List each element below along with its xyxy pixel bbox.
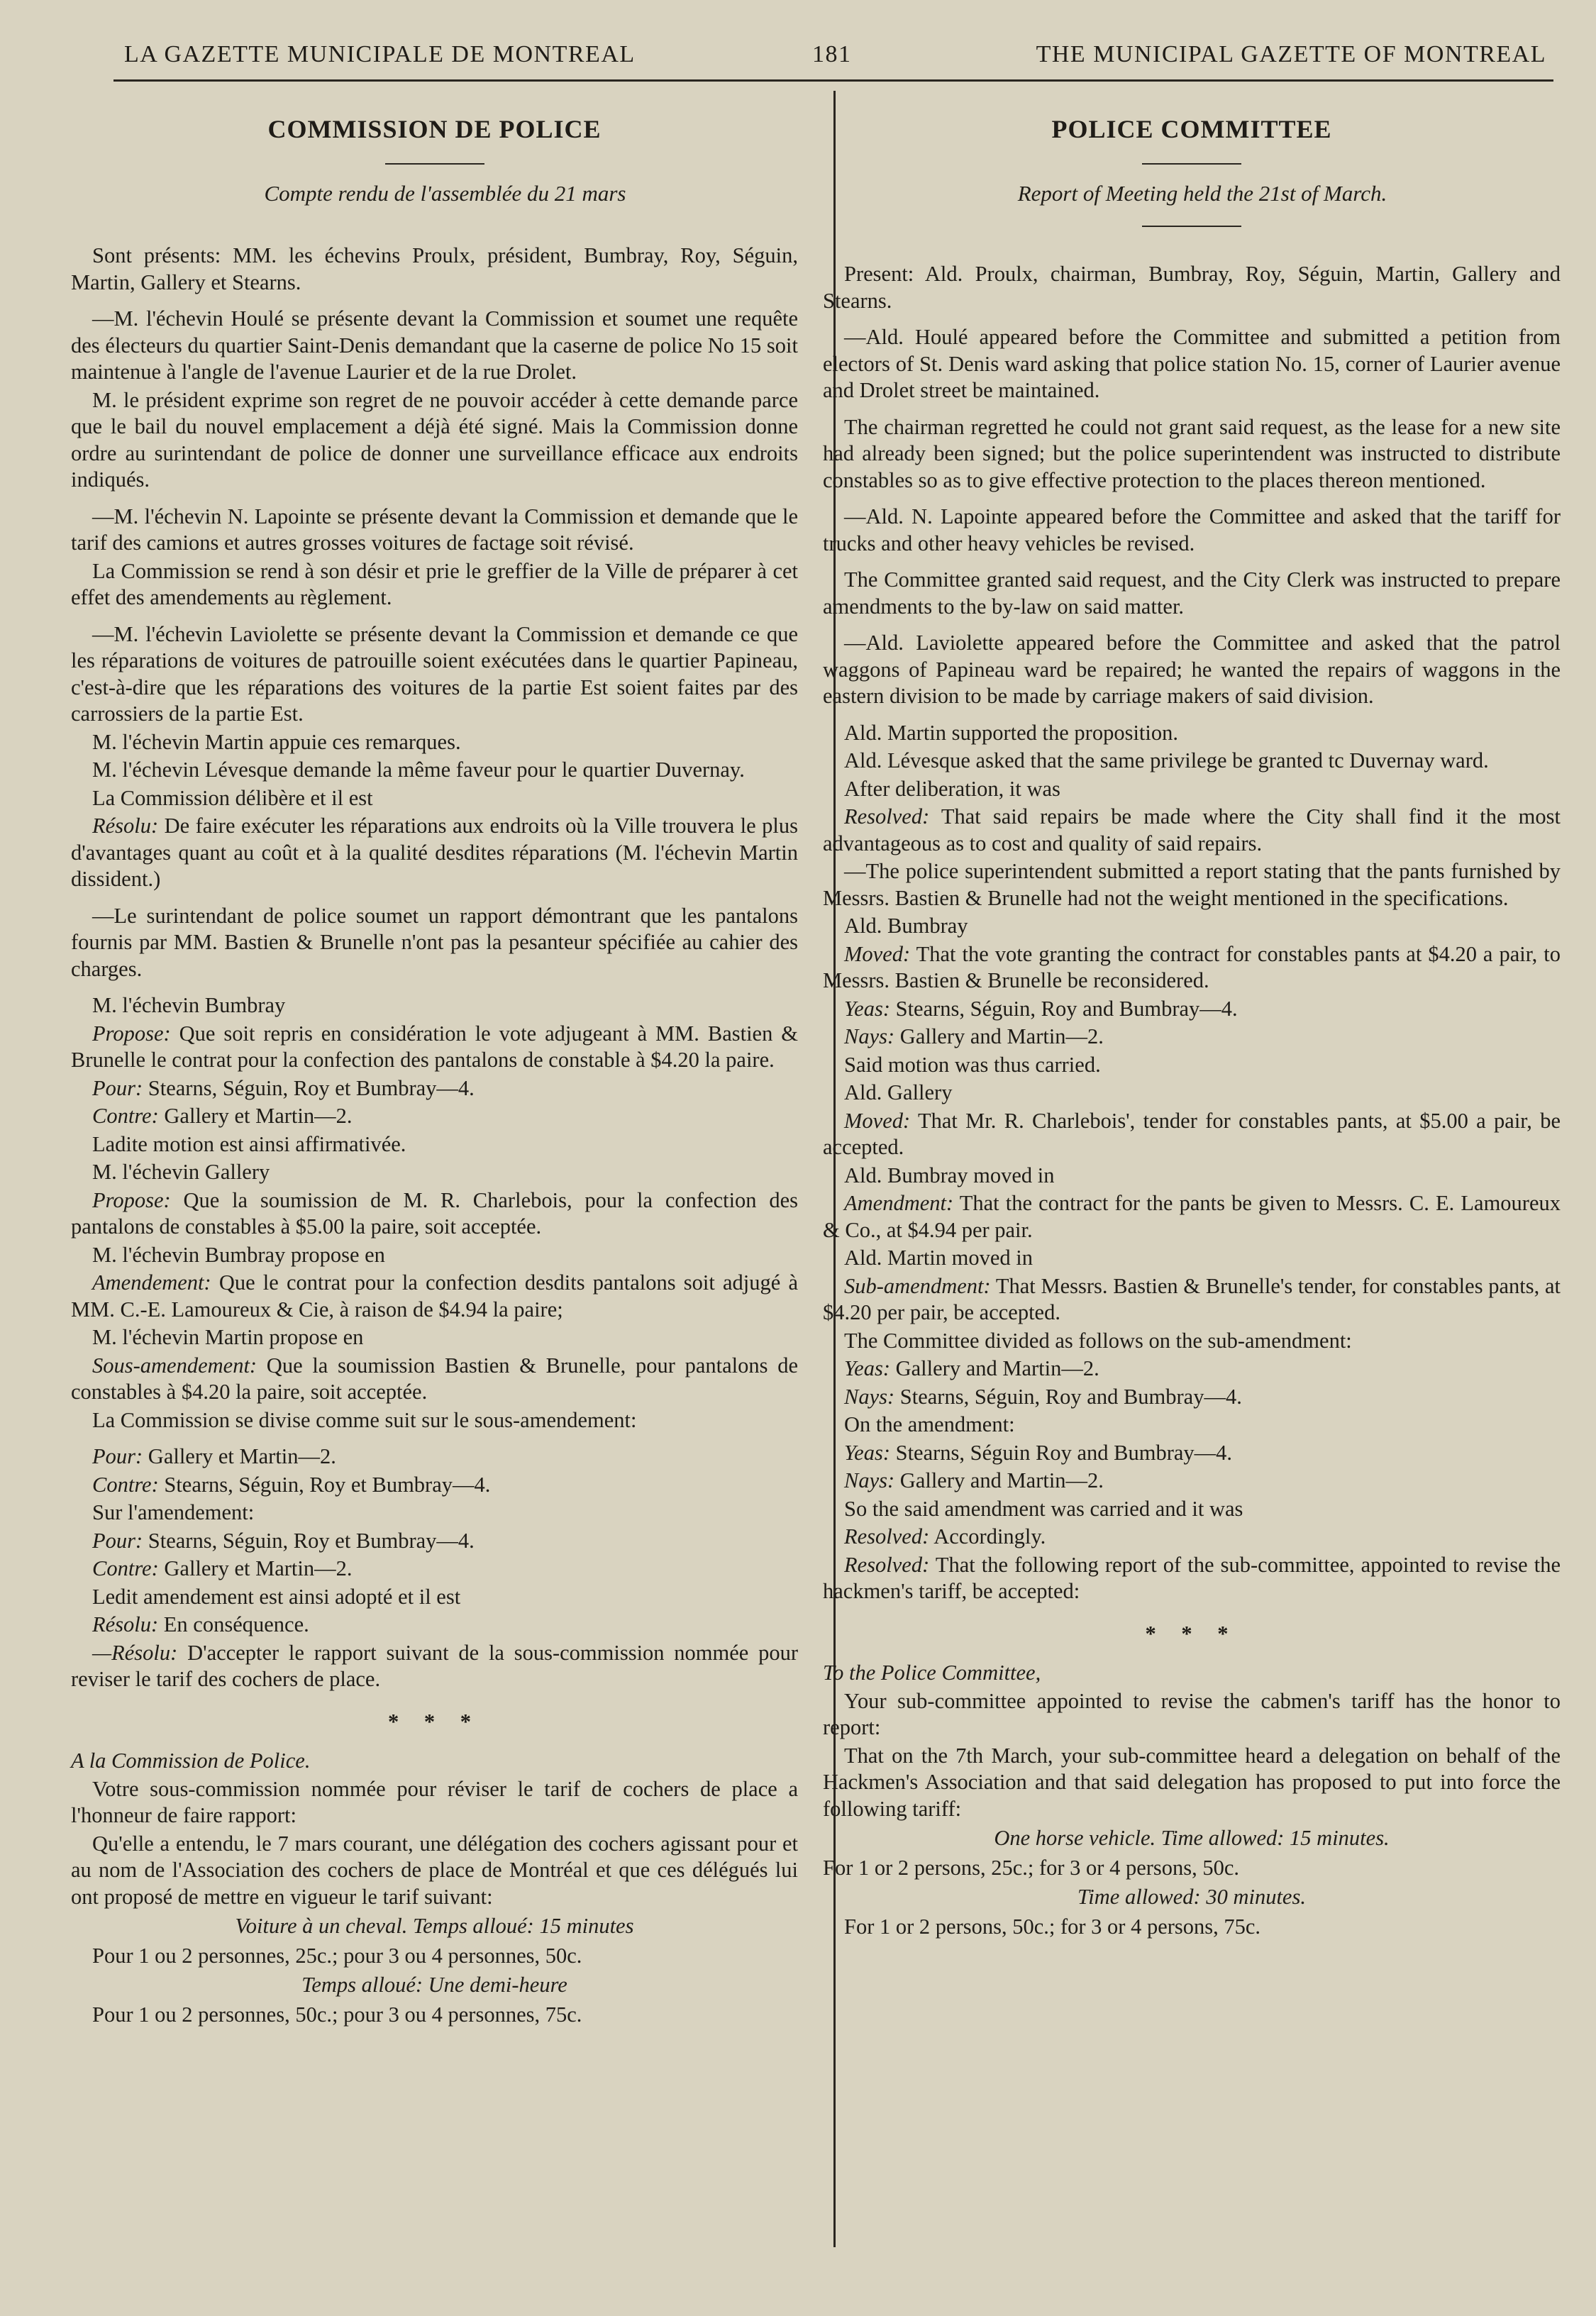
right-paragraph-lead: Nays:	[844, 1384, 895, 1409]
left-paragraph	[71, 243, 798, 296]
right-paragraph-text: The Committee divided as follows on the sub-amendment:	[844, 1328, 1352, 1353]
left-paragraph-lead: Pour:	[92, 1444, 143, 1469]
right-paragraph-text: Ald. Lévesque asked that the same privilege be granted tc Duvernay ward.	[844, 748, 1489, 773]
right-paragraph	[823, 804, 1561, 857]
french-body	[71, 243, 798, 2028]
running-head-french: LA GAZETTE MUNICIPALE DE MONTREAL	[124, 41, 636, 67]
left-paragraph-text: La Commission délibère et il est	[92, 785, 373, 810]
left-paragraph-text: —M. l'échevin Laviolette se présente devant la Commission et demande ce que les réparations de voitures de patrouille soient exécutées dans le quartier Papineau, c'est-à-dire que les réparations des voitures de la partie Est soient faites par des carrossiers de la partie Est.	[71, 621, 798, 726]
right-paragraph	[823, 1108, 1561, 1161]
right-paragraph-lead: Resolved:	[844, 1524, 930, 1549]
right-paragraph	[823, 1412, 1561, 1439]
left-paragraph-text: Temps alloué: Une demi-heure	[301, 1973, 567, 1998]
right-paragraph	[823, 630, 1561, 710]
left-paragraph-text: M. l'échevin Bumbray	[92, 993, 286, 1018]
right-paragraph-lead: Nays:	[844, 1024, 895, 1049]
left-paragraph	[71, 558, 798, 611]
running-head	[124, 41, 1546, 77]
left-paragraph	[71, 1913, 798, 1940]
right-paragraph-lead: Moved:	[844, 1108, 911, 1133]
left-paragraph-text: Stearns, Séguin, Roy et Bumbray—4.	[148, 1528, 475, 1553]
right-paragraph-text: That Mr. R. Charlebois', tender for constables pants, at $5.00 a pair, be accepted.	[823, 1108, 1561, 1160]
left-paragraph	[71, 1075, 798, 1102]
right-paragraph-text: Ald. Martin supported the proposition.	[844, 720, 1179, 745]
right-paragraph	[823, 1440, 1561, 1467]
right-paragraph	[823, 1688, 1561, 1741]
right-paragraph	[823, 414, 1561, 494]
left-paragraph	[71, 387, 798, 494]
right-paragraph-text: That the vote granting the contract for constables pants at $4.20 a pair, to Messrs. Bastien & Brunelle be reconsidered.	[823, 941, 1561, 993]
left-paragraph	[71, 1748, 798, 1775]
french-title-rule	[385, 163, 484, 165]
right-paragraph	[823, 1621, 1561, 1648]
left-paragraph-text: Ledit amendement est ainsi adopté et il est	[92, 1584, 461, 1609]
right-paragraph	[823, 858, 1561, 912]
right-paragraph-text: Gallery and Martin—2.	[899, 1468, 1104, 1493]
right-paragraph-text: Ald. Bumbray	[844, 914, 968, 938]
right-paragraph-lead: Yeas:	[844, 1356, 890, 1381]
left-paragraph	[71, 1943, 798, 1970]
left-paragraph-text: Votre sous-commission nommée pour réviser le tarif de cochers de place a l'honneur de faire rapport:	[71, 1776, 798, 1828]
left-paragraph	[71, 1324, 798, 1351]
right-paragraph	[823, 1052, 1561, 1079]
left-paragraph-text: En conséquence.	[163, 1612, 309, 1637]
right-paragraph-text: Stearns, Séguin, Roy and Bumbray—4.	[895, 996, 1238, 1021]
french-subtitle: Compte rendu de l'assemblée du 21 mars	[264, 181, 626, 206]
right-paragraph-text: The Committee granted said request, and the City Clerk was instructed to prepare amendments to the by-law on said matter.	[823, 567, 1561, 619]
right-paragraph	[823, 1356, 1561, 1383]
right-paragraph-text: Accordingly.	[933, 1524, 1046, 1549]
left-paragraph	[71, 903, 798, 983]
english-title-rule	[1142, 163, 1241, 165]
right-paragraph-lead: Nays:	[844, 1468, 895, 1493]
left-paragraph-lead: Pour:	[92, 1075, 143, 1100]
right-paragraph-text: That said repairs be made where the City shall find it the most advantageous as to cost and quality of said repairs.	[823, 804, 1561, 855]
right-paragraph-lead: Resolved:	[844, 1552, 930, 1577]
left-paragraph-text: Gallery et Martin—2.	[164, 1104, 353, 1129]
left-paragraph-text: —M. l'échevin N. Lapointe se présente devant la Commission et demande que le tarif des camions et autres grosses voitures de factage soit révisé.	[71, 504, 798, 555]
left-paragraph-text: Que soit repris en considération le vote adjugeant à MM. Bastien & Brunelle le contrat pour la confection des pantalons de constable à $4.20 la paire.	[71, 1021, 798, 1073]
left-paragraph-text: Voiture à un cheval. Temps alloué: 15 minutes	[235, 1914, 634, 1939]
right-paragraph-text: Stearns, Séguin Roy and Bumbray—4.	[895, 1440, 1233, 1465]
page-number: 181	[812, 41, 852, 67]
left-paragraph-lead: Contre:	[92, 1472, 159, 1497]
left-paragraph-lead: Résolu:	[92, 814, 159, 838]
right-paragraph-text: Ald. Bumbray moved in	[844, 1163, 1055, 1187]
right-paragraph	[823, 324, 1561, 404]
header-rule	[113, 79, 1553, 82]
left-paragraph	[71, 1444, 798, 1470]
right-paragraph	[823, 1914, 1561, 1941]
right-paragraph	[823, 1468, 1561, 1495]
left-paragraph-text: De faire exécuter les réparations aux endroits où la Ville trouvera le plus d'avantages quant au coût et à la qualité desdites réparations (M. l'échevin Martin dissident.)	[71, 814, 798, 892]
left-paragraph-lead: Amendement:	[92, 1270, 211, 1295]
right-paragraph-text: * * *	[1145, 1621, 1238, 1646]
right-paragraph-text: —Ald. Houlé appeared before the Committee and submitted a petition from electors of St. Denis ward asking that police station No. 15, corner of Laurier avenue and Drolet street be maintained.	[823, 325, 1561, 403]
right-paragraph-text: That Messrs. Bastien & Brunelle's tender, for constables pants, at $4.20 per pair, be accepted.	[823, 1273, 1561, 1325]
right-paragraph-text: Gallery and Martin—2.	[899, 1024, 1104, 1049]
right-paragraph-text: On the amendment:	[844, 1412, 1015, 1437]
left-paragraph	[71, 621, 798, 728]
left-paragraph-text: M. l'échevin Lévesque demande la même faveur pour le quartier Duvernay.	[92, 758, 745, 782]
left-paragraph-lead: —Résolu:	[92, 1640, 178, 1665]
left-paragraph-text: Que la soumission de M. R. Charlebois, pour la confection des pantalons de constables à $5.00 la paire, soit acceptée.	[71, 1187, 799, 1239]
right-paragraph-text: For 1 or 2 persons, 50c.; for 3 or 4 persons, 75c.	[844, 1914, 1261, 1939]
right-paragraph-text: Your sub-committee appointed to revise the cabmen's tariff has the honor to report:	[823, 1688, 1561, 1740]
left-paragraph	[71, 1556, 798, 1583]
right-paragraph	[823, 261, 1561, 314]
left-paragraph	[71, 1159, 798, 1186]
left-paragraph-text: Stearns, Séguin, Roy et Bumbray—4.	[148, 1075, 475, 1100]
left-paragraph	[71, 1270, 798, 1323]
right-paragraph-text: After deliberation, it was	[844, 776, 1060, 801]
right-paragraph	[823, 996, 1561, 1023]
right-paragraph-text: That on the 7th March, your sub-committee heard a delegation on behalf of the Hackmen's Association and that said delegation has proposed to put into force the following tariff:	[823, 1743, 1561, 1821]
left-paragraph-lead: Contre:	[92, 1556, 159, 1581]
right-paragraph-text: Gallery and Martin—2.	[895, 1356, 1099, 1381]
left-paragraph	[71, 1776, 798, 1829]
left-paragraph	[71, 1021, 798, 1074]
left-paragraph-text: Pour 1 ou 2 personnes, 50c.; pour 3 ou 4 personnes, 75c.	[92, 2002, 582, 2027]
left-paragraph	[71, 504, 798, 557]
left-paragraph	[71, 1972, 798, 1999]
right-paragraph	[823, 504, 1561, 557]
left-paragraph	[71, 813, 798, 893]
right-paragraph	[823, 1660, 1561, 1687]
left-paragraph	[71, 1187, 798, 1241]
left-paragraph	[71, 1500, 798, 1527]
left-paragraph-lead: Sous-amendement:	[92, 1353, 257, 1378]
right-paragraph	[823, 1524, 1561, 1551]
left-paragraph-lead: Contre:	[92, 1104, 159, 1129]
left-paragraph-text: Sont présents: MM. les échevins Proulx, président, Bumbray, Roy, Séguin, Martin, Gallery et Stearns.	[71, 243, 798, 294]
right-paragraph-text: Present: Ald. Proulx, chairman, Bumbray, Roy, Séguin, Martin, Gallery and Stearns.	[823, 262, 1561, 313]
left-paragraph	[71, 2002, 798, 2029]
right-paragraph	[823, 1273, 1561, 1326]
left-paragraph-text: M. le président exprime son regret de ne pouvoir accéder à cette demande parce que le bail du nouvel emplacement a déjà été signé. Mais la Commission donne ordre au surintendant de police de donner une surveillance efficace aux endroits indiqués.	[71, 387, 798, 492]
left-paragraph	[71, 1612, 798, 1639]
left-paragraph	[71, 1103, 798, 1130]
right-paragraph	[823, 776, 1561, 803]
left-paragraph	[71, 1640, 798, 1693]
left-paragraph	[71, 729, 798, 756]
right-paragraph-text: Ald. Gallery	[844, 1080, 953, 1105]
right-paragraph-text: Stearns, Séguin, Roy and Bumbray—4.	[899, 1384, 1242, 1409]
right-paragraph-text: —Ald. N. Lapointe appeared before the Committee and asked that the tariff for trucks and other heavy vehicles be revised.	[823, 504, 1561, 555]
left-paragraph-text: M. l'échevin Bumbray propose en	[92, 1242, 385, 1267]
english-title: POLICE COMMITTEE	[1051, 115, 1332, 143]
right-paragraph-lead: Yeas:	[844, 1440, 890, 1465]
right-paragraph	[823, 1328, 1561, 1355]
left-paragraph	[71, 1709, 798, 1736]
left-paragraph-text: Sur l'amendement:	[92, 1500, 255, 1525]
right-paragraph	[823, 748, 1561, 775]
left-paragraph-text: Qu'elle a entendu, le 7 mars courant, une délégation des cochers agissant pour et au nom de l'Association des cochers de place de Montréal et que ces délégués lui ont proposé de mettre en vigueur le tarif suivant:	[71, 1831, 798, 1909]
right-paragraph-text: Time allowed: 30 minutes.	[1077, 1885, 1306, 1910]
left-paragraph	[71, 1242, 798, 1269]
english-subtitle-rule	[1142, 226, 1241, 227]
english-column	[823, 106, 1561, 1941]
right-paragraph-lead: Sub-amendment:	[844, 1273, 991, 1298]
left-paragraph-text: Gallery et Martin—2.	[164, 1556, 353, 1581]
right-paragraph-text: So the said amendment was carried and it was	[844, 1496, 1243, 1521]
right-paragraph	[823, 1884, 1561, 1911]
left-paragraph-text: M. l'échevin Gallery	[92, 1160, 270, 1185]
left-paragraph-text: Pour 1 ou 2 personnes, 25c.; pour 3 ou 4 personnes, 50c.	[92, 1943, 582, 1968]
right-paragraph-text: One horse vehicle. Time allowed: 15 minutes.	[994, 1826, 1390, 1851]
left-paragraph-text: M. l'échevin Martin appuie ces remarques.	[92, 729, 461, 754]
left-paragraph-lead: Propose:	[92, 1187, 171, 1212]
right-paragraph-text: Said motion was thus carried.	[844, 1052, 1101, 1077]
right-paragraph	[823, 1190, 1561, 1243]
right-paragraph-lead: Amendment:	[844, 1191, 954, 1216]
left-paragraph-text: A la Commission de Police.	[71, 1749, 311, 1773]
right-paragraph	[823, 1825, 1561, 1852]
right-paragraph-text: For 1 or 2 persons, 25c.; for 3 or 4 persons, 50c.	[823, 1855, 1240, 1880]
left-paragraph	[71, 1528, 798, 1555]
right-paragraph-lead: Yeas:	[844, 996, 890, 1021]
right-paragraph-text: —The police superintendent submitted a report stating that the pants furnished by Messrs. Bastien & Brunelle had not the weight mentioned in the specifications.	[823, 859, 1561, 910]
left-paragraph-text: —M. l'échevin Houlé se présente devant la Commission et soumet une requête des électeurs du quartier Saint-Denis demandant que la caserne de police No 15 soit maintenue à l'angle de l'avenue Laurier et de la rue Drolet.	[71, 306, 798, 384]
left-paragraph-text: —Le surintendant de police soumet un rapport démontrant que les pantalons fournis par MM. Bastien & Brunelle n'ont pas la pesanteur spécifiée au cahier des charges.	[71, 903, 798, 981]
left-paragraph	[71, 1831, 798, 1911]
left-paragraph-text: La Commission se rend à son désir et prie le greffier de la Ville de préparer à cet effet des amendements au règlement.	[71, 558, 798, 610]
french-column	[71, 106, 798, 2029]
left-paragraph	[71, 1472, 798, 1499]
right-paragraph	[823, 913, 1561, 940]
left-paragraph	[71, 1584, 798, 1611]
english-subtitle: Report of Meeting held the 21st of March.	[1017, 181, 1387, 206]
left-paragraph	[71, 306, 798, 386]
left-paragraph	[71, 992, 798, 1019]
right-paragraph	[823, 1552, 1561, 1605]
right-paragraph-text: Ald. Martin moved in	[844, 1246, 1033, 1270]
left-paragraph-text: Gallery et Martin—2.	[148, 1444, 336, 1469]
right-paragraph	[823, 1163, 1561, 1190]
left-paragraph-text: M. l'échevin Martin propose en	[92, 1325, 364, 1350]
right-paragraph-text: That the following report of the sub-committee, appointed to revise the hackmen's tariff, be accepted:	[823, 1552, 1561, 1604]
right-paragraph	[823, 1855, 1561, 1882]
right-paragraph-text: —Ald. Laviolette appeared before the Committee and asked that the patrol waggons of Papineau ward be repaired; he wanted the repairs of waggons in the eastern division to be made by carriage makers of said division.	[823, 631, 1561, 709]
right-paragraph	[823, 1496, 1561, 1523]
left-paragraph-lead: Propose:	[92, 1021, 171, 1046]
running-head-english: THE MUNICIPAL GAZETTE OF MONTREAL	[1036, 41, 1546, 67]
left-paragraph-text: Que le contrat pour la confection desdits pantalons soit adjugé à MM. C.-E. Lamoureux & Cie, à raison de $4.94 la paire;	[71, 1270, 798, 1322]
left-paragraph	[71, 1353, 798, 1406]
french-title: COMMISSION DE POLICE	[267, 115, 602, 143]
left-paragraph-lead: Résolu:	[92, 1612, 159, 1637]
left-paragraph	[71, 1407, 798, 1434]
left-paragraph	[71, 785, 798, 812]
right-paragraph-lead: Resolved:	[844, 804, 930, 829]
left-paragraph-text: La Commission se divise comme suit sur le sous-amendement:	[92, 1407, 637, 1432]
right-paragraph-lead: Moved:	[844, 941, 911, 966]
left-paragraph-text: Que la soumission Bastien & Brunelle, pour pantalons de constables à $4.20 la paire, soit acceptée.	[71, 1353, 799, 1404]
left-paragraph	[71, 1131, 798, 1158]
right-paragraph	[823, 1080, 1561, 1107]
left-paragraph-text: Ladite motion est ainsi affirmativée.	[92, 1131, 406, 1156]
right-paragraph-text: To the Police Committee,	[823, 1661, 1041, 1685]
right-paragraph	[823, 1245, 1561, 1272]
right-paragraph	[823, 941, 1561, 994]
english-body	[823, 261, 1561, 1940]
left-paragraph	[71, 757, 798, 784]
right-paragraph	[823, 567, 1561, 620]
right-paragraph-text: That the contract for the pants be given to Messrs. C. E. Lamoureux & Co., at $4.94 per pair.	[823, 1191, 1561, 1242]
right-paragraph	[823, 720, 1561, 747]
left-paragraph-text: Stearns, Séguin, Roy et Bumbray—4.	[164, 1472, 491, 1497]
right-paragraph-text: The chairman regretted he could not grant said request, as the lease for a new site had already been signed; but the police superintendent was instructed to distribute constables so as to give effective protection to the places thereon mentioned.	[823, 414, 1561, 492]
left-paragraph-text: * * *	[388, 1709, 481, 1734]
right-paragraph	[823, 1384, 1561, 1411]
left-paragraph-text: D'accepter le rapport suivant de la sous-commission nommée pour reviser le tarif des cochers de place.	[71, 1640, 798, 1692]
right-paragraph	[823, 1024, 1561, 1051]
left-paragraph-lead: Pour:	[92, 1528, 143, 1553]
right-paragraph	[823, 1743, 1561, 1823]
